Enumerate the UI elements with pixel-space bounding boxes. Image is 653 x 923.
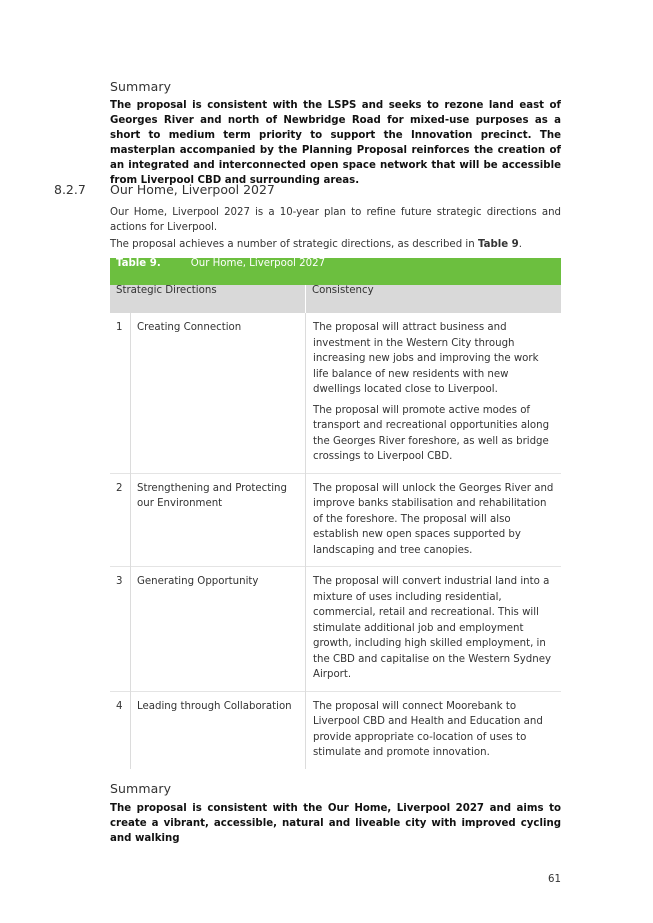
summary-text-2: The proposal is consistent with the Our Home, Liverpool 2027 and aims to create a vibrant, accessible, natural and liveable city with improved cycling and walking [110,803,561,844]
table-reference: Table 9 [477,239,519,250]
row-consistency [306,691,562,769]
page-number: 61 [548,874,561,885]
table-row [110,313,561,473]
consistency-paragraph: The proposal will unlock the Georges River and improve banks stabilisation and rehabilitation of the foreshore. The proposal will also establish new open spaces supported by landscaping and tree canopies. [313,482,554,556]
row-consistency [306,473,562,567]
row-number: 1 [110,313,131,473]
row-direction: Generating Opportunity [131,567,306,692]
table-caption-label: Table 9. [116,258,161,269]
consistency-paragraph: The proposal will attract business and investment in the Western City through increasing new jobs and improving the work life balance of new residents with new dwellings located close to Liverpool. [313,322,539,395]
row-consistency [306,313,562,473]
directions-pre: The proposal achieves a number of strategic directions, as described in [110,239,478,250]
row-number: 4 [110,691,131,769]
section-number: 8.2.7 [54,182,86,197]
column-header-consistency: Consistency [306,285,562,313]
section-title: Our Home, Liverpool 2027 [110,182,275,197]
row-consistency [306,567,562,692]
summary-heading-2: Summary [110,781,172,796]
table-row [110,691,561,769]
table-header-row [110,285,561,313]
row-number: 2 [110,473,131,567]
row-direction: Strengthening and Protecting our Environment [131,473,306,567]
table-row [110,567,561,692]
summary-heading: Summary [110,79,172,94]
table-caption-title: Our Home, Liverpool 2027 [190,258,326,269]
table-row [110,473,561,567]
consistency-paragraph: The proposal will connect Moorebank to Liverpool CBD and Health and Education and provide appropriate co-location of uses to stimulate and promote innovation. [313,700,543,758]
strategic-directions-table [110,258,561,769]
section-intro: Our Home, Liverpool 2027 is a 10-year plan to refine future strategic directions and actions for Liverpool. [110,207,561,233]
directions-post: . [518,239,523,250]
table-caption [110,258,561,285]
column-header-directions: Strategic Directions [110,285,306,313]
row-direction: Leading through Collaboration [131,691,306,769]
consistency-paragraph: The proposal will convert industrial land into a mixture of uses including residential, commercial, retail and recreational. This will stimulate additional job and employment growth, including high skilled employment, in the CBD and capitalise on the Western Sydney Airport. [313,576,552,680]
section-directions-text [110,237,561,252]
row-direction: Creating Connection [131,313,306,473]
row-number: 3 [110,567,131,692]
consistency-paragraph: The proposal will promote active modes of transport and recreational opportunities along the Georges River foreshore, as well as bridge crossings to Liverpool CBD. [313,404,550,462]
summary-text: The proposal is consistent with the LSPS and seeks to rezone land east of Georges River and north of Newbridge Road for mixed-use purposes as a short to medium term priority to support the Innovation precinct. The masterplan accompanied by the Planning Proposal reinforces the creation of an integrated and interconnected open space network that will be accessible from Liverpool CBD and surrounding areas. [110,100,561,186]
table-caption-row [110,258,561,285]
